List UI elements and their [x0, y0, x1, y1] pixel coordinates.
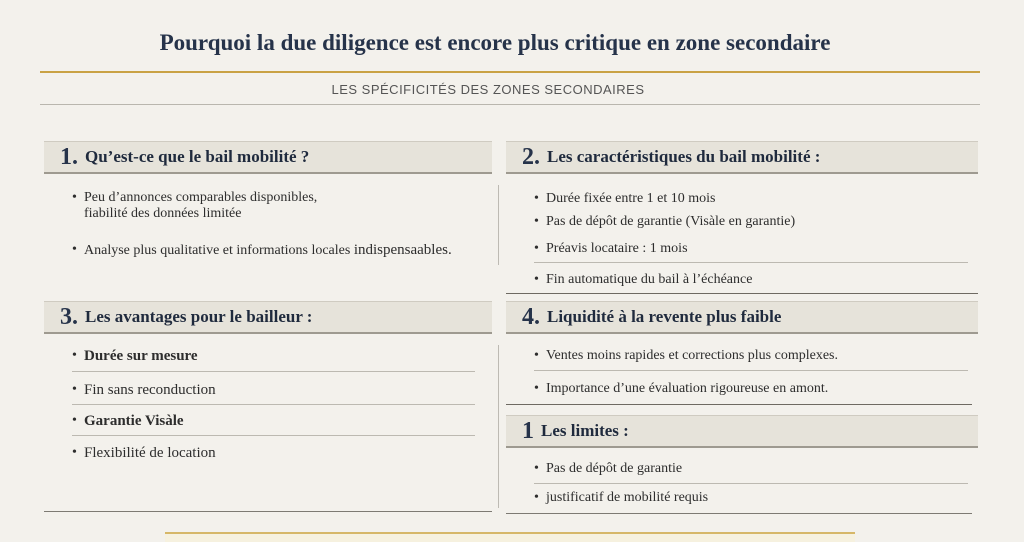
list-item	[534, 348, 838, 364]
bullet-icon: •	[534, 214, 539, 229]
section-header-1	[44, 141, 492, 174]
list-item	[72, 413, 184, 430]
section-header-2	[506, 141, 978, 174]
list-item-text: Importance d’une évaluation rigoureuse en amont.	[546, 381, 829, 396]
list-item	[534, 272, 752, 288]
section-bottom-line	[44, 511, 492, 512]
bullet-icon: •	[72, 445, 77, 460]
bullet-icon: •	[72, 348, 77, 363]
list-item-text: Garantie Visàle	[84, 413, 184, 429]
list-item-text: Ventes moins rapides et corrections plus complexes.	[546, 348, 838, 363]
section-header-limits	[506, 415, 978, 448]
item-divider	[72, 435, 475, 436]
title-underline	[40, 71, 980, 73]
column-divider-top	[498, 185, 499, 265]
section-bottom-line	[506, 404, 972, 405]
list-item-text: Durée sur mesure	[84, 348, 198, 364]
item-divider	[534, 262, 968, 263]
page-subtitle: LES SPÉCIFICITÉS DES ZONES SECONDAIRES	[331, 82, 645, 97]
bullet-icon: •	[534, 272, 539, 287]
list-item	[534, 191, 716, 207]
list-item	[72, 348, 198, 365]
list-item	[534, 241, 688, 257]
bullet-icon: •	[72, 413, 77, 428]
section-bottom-line	[506, 293, 978, 294]
item-divider	[534, 483, 968, 484]
section-header-3	[44, 301, 492, 334]
list-item-text: Analyse plus qualitative et informations locales	[84, 243, 351, 258]
page-title: Pourquoi la due diligence est encore plus critique en zone secondaire	[159, 30, 831, 55]
section-header-4	[506, 301, 978, 334]
section-number: 4.	[522, 304, 540, 330]
bullet-icon: •	[534, 490, 539, 505]
section-number: 2.	[522, 144, 540, 170]
list-item-text: Peu d’annonces comparables disponibles,	[84, 190, 318, 205]
list-item	[72, 382, 216, 399]
column-divider-bottom	[498, 345, 499, 508]
list-item-text: fiabilité des données limitée	[84, 206, 242, 221]
bullet-icon: •	[534, 191, 539, 206]
section-title: Les caractéristiques du bail mobilité :	[547, 147, 821, 166]
section-title: Qu’est-ce que le bail mobilité ?	[85, 147, 310, 166]
item-divider	[534, 370, 968, 371]
section-title: Les limites :	[541, 421, 629, 440]
list-item-text: Pas de dépôt de garantie (Visàle en garantie)	[546, 214, 796, 229]
section-title: Les avantages pour le bailleur :	[85, 307, 313, 326]
list-item	[72, 242, 452, 259]
list-item	[534, 214, 795, 230]
section-number: 1.	[60, 144, 78, 170]
bullet-icon: •	[72, 242, 77, 257]
item-divider	[72, 404, 475, 405]
list-item-text: Pas de dépôt de garantie	[546, 461, 683, 476]
bullet-icon: •	[534, 348, 539, 363]
list-item-text: Durée fixée entre 1 et 10 mois	[546, 191, 716, 206]
list-item-text: Flexibilité de location	[84, 445, 216, 461]
bullet-icon: •	[72, 382, 77, 397]
bullet-icon: •	[534, 381, 539, 396]
list-item	[534, 490, 708, 506]
section-number: 1	[522, 418, 534, 444]
list-item-text: indispensaables.	[353, 242, 452, 258]
footer-box	[165, 532, 855, 542]
item-divider	[72, 371, 475, 372]
list-item	[534, 381, 828, 397]
list-item	[534, 461, 682, 477]
section-number: 3.	[60, 304, 78, 330]
bullet-icon: •	[534, 241, 539, 256]
list-item-text: justificatif de mobilité requis	[546, 490, 709, 505]
list-item	[72, 445, 216, 462]
list-item-text: Préavis locataire : 1 mois	[546, 241, 688, 256]
bullet-icon: •	[534, 461, 539, 476]
section-title: Liquidité à la revente plus faible	[547, 307, 782, 326]
bullet-icon: •	[72, 190, 77, 205]
section-bottom-line	[506, 513, 972, 514]
list-item	[72, 190, 317, 222]
list-item-text: Fin automatique du bail à l’échéance	[546, 272, 753, 287]
subtitle-underline	[40, 104, 980, 105]
list-item-text: Fin sans reconduction	[84, 382, 216, 398]
